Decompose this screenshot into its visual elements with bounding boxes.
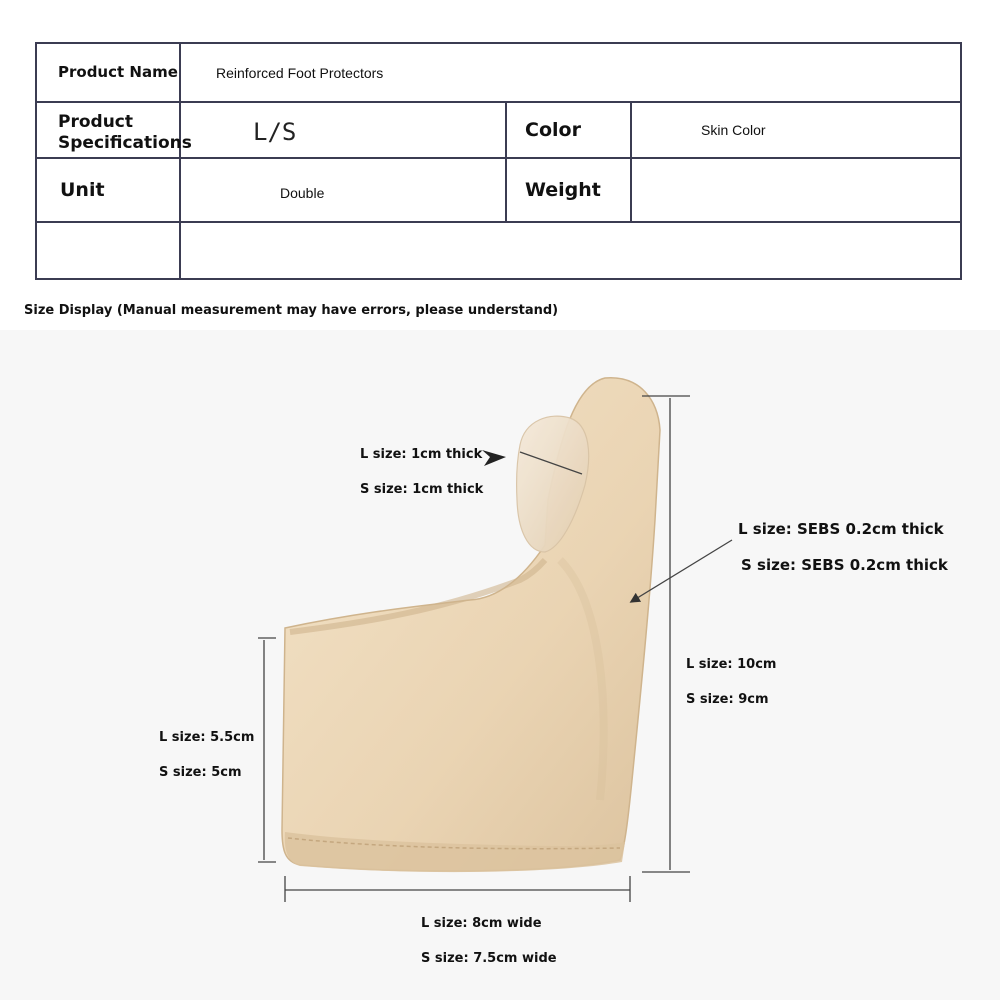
table-border	[35, 278, 962, 280]
height-l-label: L size: 5.5cm	[159, 730, 255, 745]
fabric-l-label: L size: SEBS 0.2cm thick	[738, 520, 944, 538]
foot-protector-image	[0, 330, 1000, 1000]
height-s-label: S size: 5cm	[159, 765, 242, 780]
weight-label: Weight	[525, 179, 601, 201]
table-border	[35, 42, 37, 280]
table-border	[630, 101, 632, 223]
unit-value: Double	[280, 185, 325, 201]
width-l-label: L size: 8cm wide	[421, 916, 542, 931]
table-border	[505, 101, 507, 223]
product-name-label: Product Name	[58, 63, 178, 81]
table-border	[35, 157, 962, 159]
table-border	[35, 101, 962, 103]
gel-pad-l-label: L size: 1cm thick	[360, 447, 483, 462]
specifications-label-line1: Product	[58, 112, 133, 132]
size-display-caption: Size Display (Manual measurement may have errors, please understand)	[24, 303, 559, 318]
color-value: Skin Color	[701, 122, 766, 138]
width-s-label: S size: 7.5cm wide	[421, 951, 557, 966]
product-name-value: Reinforced Foot Protectors	[216, 65, 384, 81]
table-border	[35, 221, 962, 223]
table-border	[35, 42, 962, 44]
specifications-label-line2: Specifications	[58, 133, 192, 153]
color-label: Color	[525, 119, 581, 141]
gel-pad-s-label: S size: 1cm thick	[360, 482, 484, 497]
length-l-label: L size: 10cm	[686, 657, 777, 672]
table-border	[179, 42, 181, 280]
table-border	[960, 42, 962, 280]
specifications-value: L/S	[253, 118, 297, 146]
spec-table	[0, 0, 1000, 290]
fabric-s-label: S size: SEBS 0.2cm thick	[741, 556, 948, 574]
length-s-label: S size: 9cm	[686, 692, 769, 707]
unit-label: Unit	[60, 179, 105, 201]
